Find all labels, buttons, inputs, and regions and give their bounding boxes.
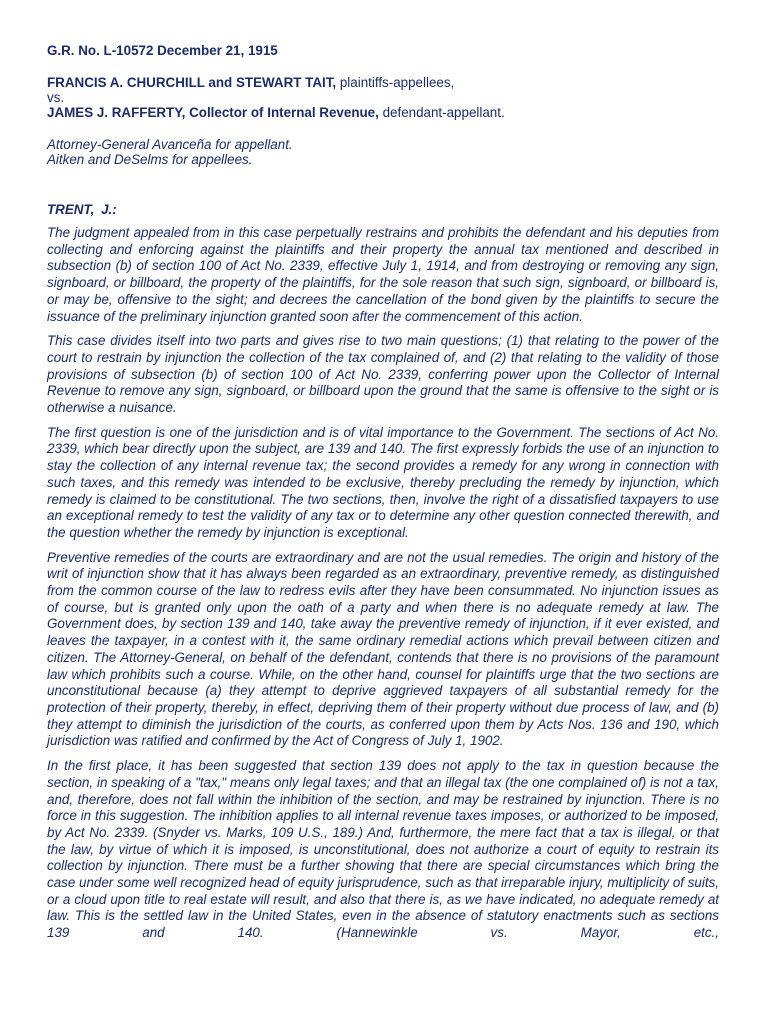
- versus-label: vs.: [47, 90, 65, 105]
- plaintiffs-role: plaintiffs-appellees,: [336, 75, 455, 90]
- defendant-role: defendant-appellant.: [378, 105, 505, 120]
- counsel-appellees: Aitken and DeSelms for appellees.: [47, 151, 253, 167]
- opinion-paragraph: The judgment appealed from in this case perpetually restrains and prohibits the defendant and his deputies from collecting and enforcing against the plaintiffs and their property the annual tax mentioned and described in subsection (b) of section 100 of Act No. 2339, effective July 1, 1914, and from destroying or removing any sign, signboard, or billboard, the property of the plaintiffs, for the sole reason that such sign, signboard, or billboard is, or may be, offensive to the sight; and decrees the cancellation of the bond given by the plaintiffs to secure the issuance of the preliminary injunction granted soon after the commencement of this action.: [47, 225, 719, 324]
- document-page: [47, 42, 719, 942]
- defendant-name: JAMES J. RAFFERTY, Collector of Internal Revenue,: [47, 105, 379, 120]
- opinion-paragraph: The first question is one of the jurisdiction and is of vital importance to the Government. The sections of Act No. 2339, which bear directly upon the subject, are 139 and 140. The first expressly forbids the use of an injunction to stay the collection of any internal revenue tax; the second provides a remedy for any wrong in connection with such taxes, and this remedy was intended to be exclusive, thereby precluding the remedy by injunction, which remedy is claimed to be constitutional. The two sections, then, involve the right of a dissatisfied taxpayers to use an exceptional remedy to test the validity of any tax or to determine any other question connected therewith, and the question whether the remedy by injunction is exceptional.: [47, 424, 719, 540]
- opinion-paragraph: Preventive remedies of the courts are extraordinary and are not the usual remedies. The origin and history of the writ of injunction show that it has always been regarded as an extraordinary, preventive remedy, as distinguished from the common course of the law to redress evils after they have been consummated. No injunction issues as of course, but is granted only upon the oath of a party and when there is no adequate remedy at law. The Government does, by section 139 and 140, take away the preventive remedy of injunction, if it ever existed, and leaves the taxpayer, in a contest with it, the same ordinary remedial actions which prevail between citizen and citizen. The Attorney-General, on behalf of the defendant, contends that there is no provisions of the paramount law which prohibits such a course. While, on the other hand, counsel for plaintiffs urge that the two sections are unconstitutional because (a) they attempt to deprive aggrieved taxpayers of all substantial remedy for the protection of their property, thereby, in effect, depriving them of their property without due process of law, and (b) they attempt to diminish the jurisdiction of the courts, as conferred upon them by Acts Nos. 136 and 190, which jurisdiction was ratified and confirmed by the Act of Congress of July 1, 1902.: [47, 549, 719, 749]
- opinion-body: [47, 225, 719, 942]
- opinion-paragraph: In the first place, it has been suggested that section 139 does not apply to the tax in question because the section, in speaking of a "tax," means only legal taxes; and that an illegal tax (the one complained of) is not a tax, and, therefore, does not fall within the inhibition of the section, and may be restrained by injunction. There is no force in this suggestion. The inhibition applies to all internal revenue taxes imposes, or authorized to be imposed, by Act No. 2339. (Snyder vs. Marks, 109 U.S., 189.) And, furthermore, the mere fact that a tax is illegal, or that the law, by virtue of which it is imposed, is unconstitutional, does not authorize a court of equity to restrain its collection by injunction. There must be a further showing that there are special circumstances which bring the case under some well recognized head of equity jurisprudence, such as that irreparable injury, multiplicity of suits, or a cloud upon title to real estate will result, and also that there is, as we have indicated, no adequate remedy at law. This is the settled law in the United States, even in the absence of statutory enactments such as sections 139 and 140. (Hannewinkle vs. Mayor, etc.,: [47, 758, 719, 941]
- ponente: TRENT, J.:: [47, 202, 117, 217]
- opinion-paragraph: This case divides itself into two parts and gives rise to two main questions; (1) that relating to the power of the court to restrain by injunction the collection of the tax complained of, and (2) that relating to the validity of those provisions of subsection (b) of section 100 of Act No. 2339, conferring power upon the Collector of Internal Revenue to remove any sign, signboard, or billboard upon the ground that the same is offensive to the sight or is otherwise a nuisance.: [47, 333, 719, 416]
- defendant-line: [47, 105, 719, 121]
- plaintiffs-line: [47, 75, 719, 91]
- counsel-appellant: Attorney-General Avanceña for appellant.: [47, 137, 293, 152]
- plaintiffs-name: FRANCIS A. CHURCHILL and STEWART TAIT,: [47, 75, 337, 90]
- case-number: G.R. No. L-10572 December 21, 1915: [47, 43, 278, 58]
- counsel-block: [47, 138, 719, 167]
